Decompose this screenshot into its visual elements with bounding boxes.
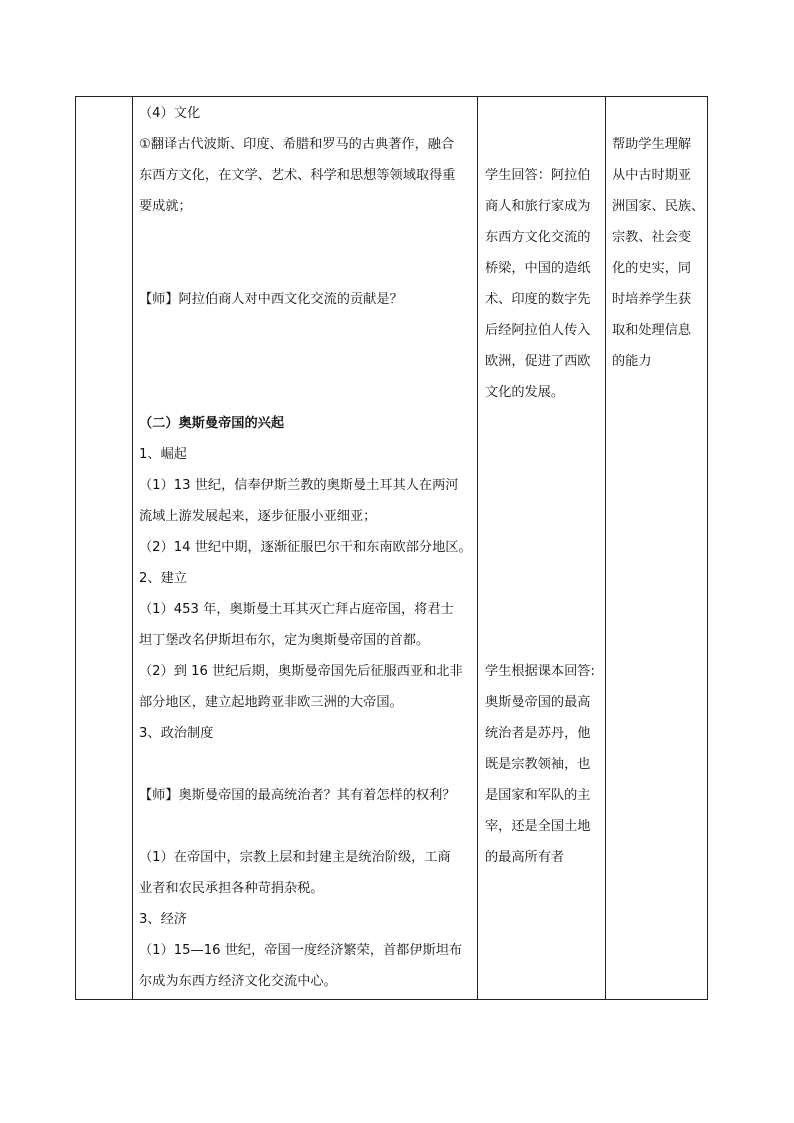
content-line: 流域上游发展起来，逐步征服小亚细亚； bbox=[139, 509, 377, 524]
content-line: 3、经济 bbox=[139, 912, 187, 927]
content-line: （1）在帝国中，宗教上层和封建主是统治阶级，工商 bbox=[139, 850, 451, 865]
student-answer-line: 学生根据课本回答: bbox=[485, 664, 595, 679]
student-answer-line: 奥斯曼帝国的最高 bbox=[485, 695, 591, 710]
content-line: （1）453 年，奥斯曼土耳其灭亡拜占庭帝国，将君士 bbox=[139, 602, 454, 617]
content-line: ①翻译古代波斯、印度、希腊和罗马的古典著作，融合 bbox=[139, 137, 455, 152]
lesson-plan-table bbox=[75, 96, 708, 1000]
design-intent-line: 取和处理信息 bbox=[612, 323, 692, 338]
student-answer-line: 是国家和军队的主 bbox=[485, 788, 591, 803]
design-intent-line: 帮助学生理解 bbox=[612, 137, 692, 152]
content-line bbox=[139, 811, 478, 842]
content-line: （二）奥斯曼帝国的兴起 bbox=[139, 416, 285, 431]
student-answer-line: 的最高所有者 bbox=[485, 850, 565, 865]
content-line bbox=[139, 377, 478, 408]
content-line: 要成就； bbox=[139, 199, 192, 214]
design-intent-line: 的能力 bbox=[612, 354, 652, 369]
student-answer-line: 宰，还是全国土地 bbox=[485, 819, 591, 834]
content-line: 2、建立 bbox=[139, 571, 187, 586]
content-line: 3、政治制度 bbox=[139, 726, 214, 741]
content-line bbox=[139, 222, 478, 253]
design-intent-line: 宗教、社会变 bbox=[612, 230, 692, 245]
content-line: 东西方文化，在文学、艺术、科学和思想等领域取得重 bbox=[139, 168, 456, 183]
content-line: 【师】奥斯曼帝国的最高统治者？其有着怎样的权利？ bbox=[139, 788, 456, 803]
content-line bbox=[139, 749, 478, 780]
student-answer-line: 东西方文化交流的 bbox=[485, 230, 591, 245]
content-line: 部分地区，建立起地跨亚非欧三洲的大帝国。 bbox=[139, 695, 403, 710]
content-line: （2）14 世纪中期，逐渐征服巴尔干和东南欧部分地区。 bbox=[139, 540, 472, 555]
student-answer-line: 商人和旅行家成为 bbox=[485, 199, 591, 214]
design-intent-column bbox=[606, 97, 709, 999]
content-line bbox=[139, 315, 478, 346]
content-line bbox=[139, 253, 478, 284]
content-line: 坦丁堡改名伊斯坦布尔，定为奥斯曼帝国的首都。 bbox=[139, 633, 430, 648]
design-intent-line: 时培养学生获 bbox=[612, 292, 692, 307]
student-answer-line: 欧洲，促进了西欧 bbox=[485, 354, 591, 369]
content-line: （2）到 16 世纪后期，奥斯曼帝国先后征服西亚和北非 bbox=[139, 664, 463, 679]
student-answer-line: 桥梁，中国的造纸 bbox=[485, 261, 591, 276]
student-activity-column bbox=[478, 97, 606, 999]
content-line: （4）文化 bbox=[139, 106, 201, 121]
content-line: 1、崛起 bbox=[139, 447, 187, 462]
student-answer-line: 文化的发展。 bbox=[485, 385, 565, 400]
content-line bbox=[139, 346, 478, 377]
content-line: 尔成为东西方经济文化交流中心。 bbox=[139, 974, 337, 989]
teaching-content-column bbox=[133, 97, 478, 999]
student-answer-line: 统治者是苏丹，他 bbox=[485, 726, 591, 741]
content-line: 【师】阿拉伯商人对中西文化交流的贡献是？ bbox=[139, 292, 403, 307]
student-answer-line: 既是宗教领袖，也 bbox=[485, 757, 591, 772]
design-intent-line: 从中古时期亚 bbox=[612, 168, 692, 183]
content-line: （1）15—16 世纪，帝国一度经济繁荣，首都伊斯坦布 bbox=[139, 943, 463, 958]
design-intent-line: 化的史实，同 bbox=[612, 261, 692, 276]
content-line: 业者和农民承担各种苛捐杂税。 bbox=[139, 881, 324, 896]
student-answer-line: 术、印度的数字先 bbox=[485, 292, 591, 307]
design-intent-line: 洲国家、民族、 bbox=[612, 199, 705, 214]
content-line: （1）13 世纪，信奉伊斯兰教的奥斯曼土耳其人在两河 bbox=[139, 478, 459, 493]
student-answer-line: 学生回答：阿拉伯 bbox=[485, 168, 591, 183]
student-answer-line: 后经阿拉伯人传入 bbox=[485, 323, 591, 338]
